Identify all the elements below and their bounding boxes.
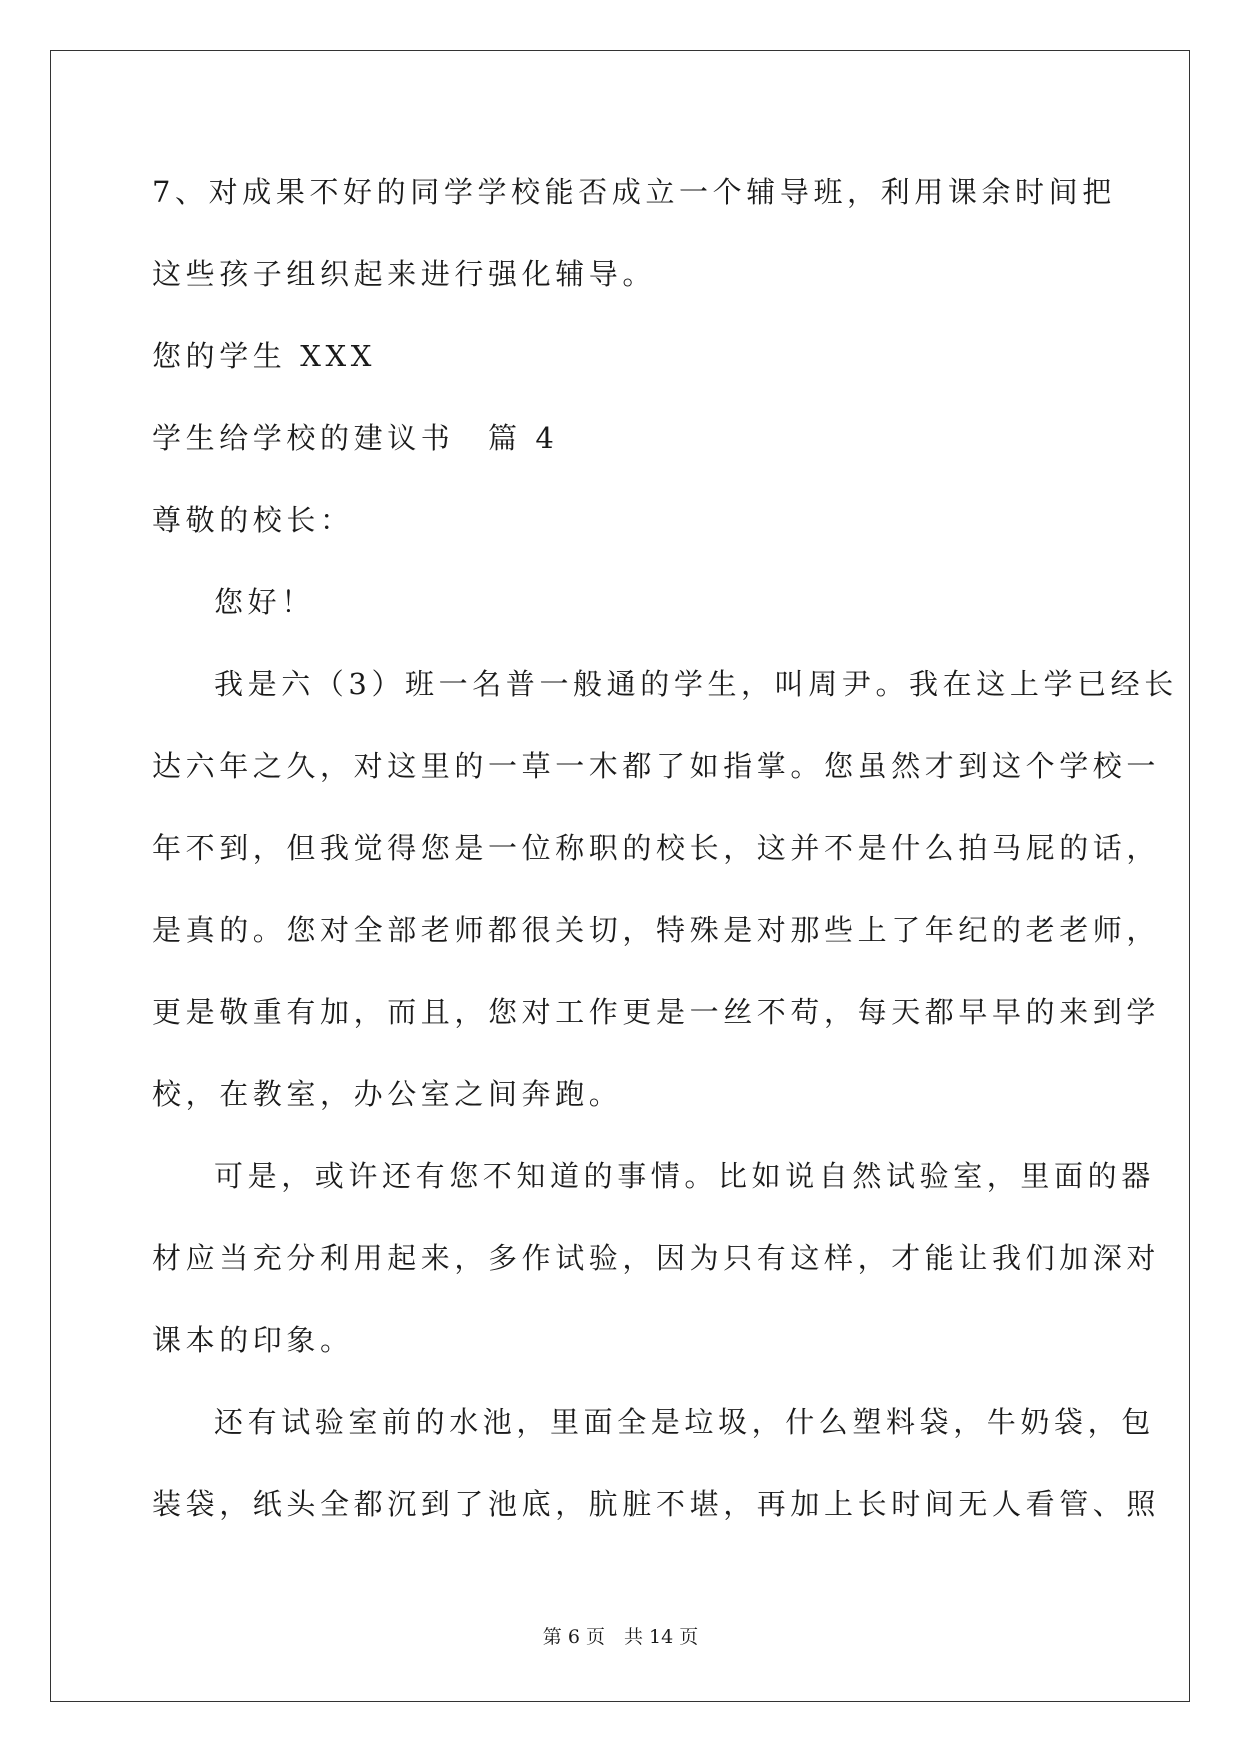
document-body bbox=[152, 165, 1178, 1559]
paragraph-line: 更是敬重有加，而且，您对工作更是一丝不苟，每天都早早的来到学 bbox=[152, 995, 1161, 1029]
paragraph-line: 还有试验室前的水池，里面全是垃圾，什么塑料袋，牛奶袋，包 bbox=[214, 1405, 1155, 1439]
section-heading: 学生给学校的建议书 篇 4 bbox=[152, 421, 559, 455]
paragraph-line: 是真的。您对全部老师都很关切，特殊是对那些上了年纪的老老师， bbox=[152, 913, 1161, 947]
paragraph-line: 年不到，但我觉得您是一位称职的校长，这并不是什么拍马屁的话， bbox=[152, 831, 1161, 865]
paragraph-line: 材应当充分利用起来，多作试验，因为只有这样，才能让我们加深对 bbox=[152, 1241, 1161, 1275]
paragraph-line: 校，在教室，办公室之间奔跑。 bbox=[152, 1077, 623, 1111]
paragraph-line: 装袋，纸头全都沉到了池底，肮脏不堪，再加上长时间无人看管、照 bbox=[152, 1487, 1161, 1521]
page-number: 第 6 页 共 14 页 bbox=[542, 1626, 699, 1648]
salutation: 尊敬的校长： bbox=[152, 503, 354, 537]
page-footer bbox=[0, 1622, 1241, 1649]
signature-line: 您的学生 XXX bbox=[152, 339, 376, 373]
paragraph-line: 可是，或许还有您不知道的事情。比如说自然试验室，里面的器 bbox=[214, 1159, 1155, 1193]
paragraph-line: 这些孩子组织起来进行强化辅导。 bbox=[152, 257, 657, 291]
greeting: 您好！ bbox=[214, 585, 315, 619]
paragraph-line: 课本的印象。 bbox=[152, 1323, 354, 1357]
paragraph-line: 7、对成果不好的同学学校能否成立一个辅导班，利用课余时间把 bbox=[152, 175, 1116, 209]
paragraph-line: 我是六（3）班一名普一般通的学生，叫周尹。我在这上学已经长 bbox=[214, 667, 1178, 701]
paragraph-line: 达六年之久，对这里的一草一木都了如指掌。您虽然才到这个学校一 bbox=[152, 749, 1161, 783]
